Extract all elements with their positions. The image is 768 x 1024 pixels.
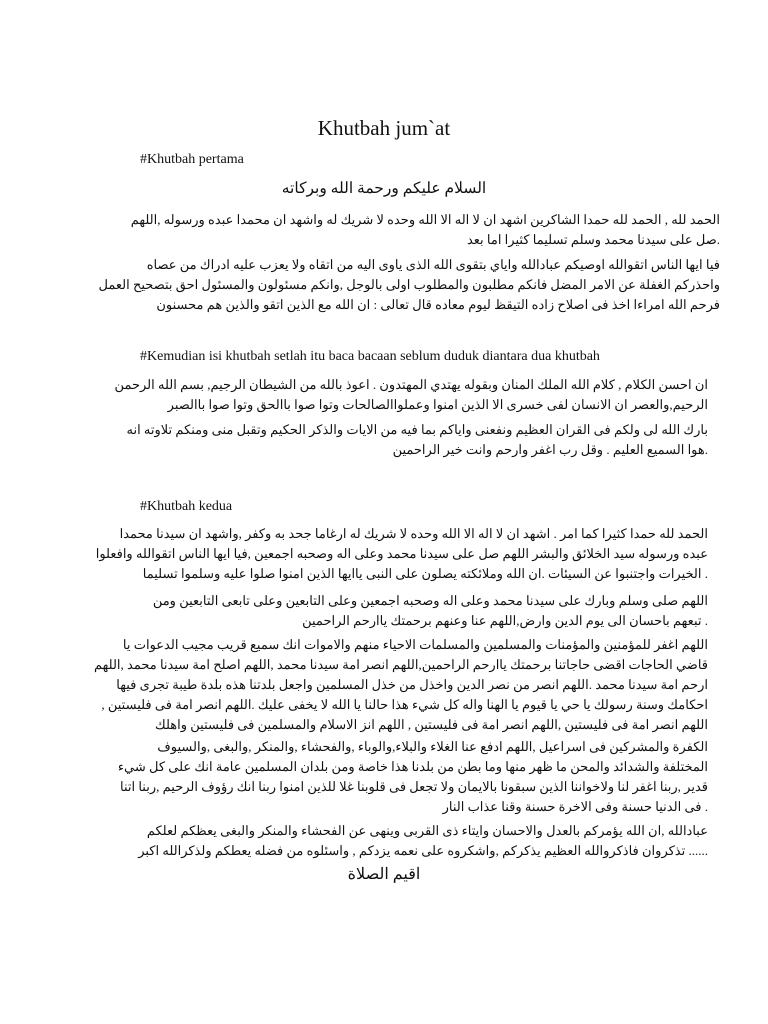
paragraph-line: واحذركم الغفلة عن الامر المضل فانكم مطلبون والمطلوب اولى بالوجل ,وانكم مسئولون والمسئول احق بتصحيح العمل — [98, 277, 720, 292]
paragraph-line: ان احسن الكلام , كلام الله الملك المنان وبقوله يهتدي المهتدون . اعوذ بالله من الشيطان الرجيم, بسم الله الرحمن — [114, 377, 708, 392]
paragraph-shalawat — [153, 591, 708, 631]
paragraph-line: المختلفة والشدائد والمحن ما ظهر منها وما بطن من بلدنا هذا خاصة ومن بلدان المسلمين عامة انك على كل شيء — [117, 759, 708, 774]
paragraph-barakallah — [126, 420, 708, 460]
paragraph-line: عبده ورسوله سيد الخلائق والبشر اللهم صل على سيدنا محمد وعلى اله وصحبه اجمعين ,فيا ايها الناس اتقوالله وافعلوا — [95, 546, 708, 561]
paragraph-line: . فى الدنيا حسنة وفى الاخرة حسنة وقنا عذاب النار — [442, 799, 708, 814]
paragraph-line: . الخيرات واجتنبوا عن السيئات .ان الله وملائكته يصلون على النبى ياايها الذين امنوا صلوا عليه وسلموا تسليما — [142, 566, 708, 581]
paragraph-line: اللهم اغفر للمؤمنين والمؤمنات والمسلمين والمسلمات الاحياء منهم والاموات انك سميع قريب مجيب الدعوات يا — [122, 637, 708, 652]
paragraph-line: اللهم صلى وسلم وبارك على سيدنا محمد وعلى اله وصحبه اجمعين وعلى التابعين وعلى تابعى التابعين ومن — [152, 593, 708, 608]
paragraph-line: اللهم انصر امة فى فليستين ,اللهم انصر امة فى فليستين , اللهم انز الاسلام والمسلمين فى فليستين واهلك — [155, 717, 708, 732]
paragraph-doa-tolak-bala — [118, 737, 708, 817]
paragraph-khutbah-kedua-hamdalah — [96, 524, 708, 584]
paragraph-line: ارحم امة سيدنا محمد .اللهم انصر من نصر الدين واخذل من خذل المسلمين واجعل بلدتنا هذه بلدة طيبة تجرى فيها — [116, 677, 708, 692]
heading-khutbah-kedua: #Khutbah kedua — [140, 499, 233, 514]
paragraph-line: قدير ,ربنا اغفر لنا ولاخواننا الذين سبقونا بالايمان ولا تجعل فى قلوبنا غلا للذين امنوا ربنا انك رؤوف الرحيم ,ربنا اتنا — [119, 779, 708, 794]
paragraph-penutup — [138, 821, 708, 861]
paragraph-line: قاضي الحاجات اقضى حاجاتنا برحمتك ياارحم الراحمين,اللهم انصر امة سيدنا محمد ,اللهم اصلح امة سيدنا محمد ,اللهم — [94, 657, 708, 672]
paragraph-wasiat — [99, 255, 720, 315]
paragraph-line: الحمد لله حمدا كثيرا كما امر . اشهد ان لا اله الا الله وحده لا شريك له ارغاما جحد به وكفر ,واشهد ان سيدنا محمدا — [119, 526, 708, 541]
paragraph-hamdalah — [131, 210, 720, 250]
document-title: Khutbah jum`at — [317, 116, 451, 140]
paragraph-line: الرحيم,والعصر ان الانسان لفى خسرى الا الذين امنوا وعملواالصالحات وتوا صوا باالحق وتوا صوا باالصبر — [167, 397, 708, 412]
paragraph-ahsanal-kalam — [115, 375, 708, 415]
paragraph-line: الحمد لله , الحمد لله حمدا الشاكرين اشهد ان لا اله الا الله وحده لا شريك له واشهد ان محمدا عبده ورسوله ,اللهم — [130, 212, 720, 227]
paragraph-line: فيا ايها الناس اتقوالله اوصيكم عبادالله واياي بتقوى الله الذى ياوى اليه من اتقاه ولا يعزب عليه ادراك من عصاه — [146, 257, 720, 272]
paragraph-line: .صل على سيدنا محمد وسلم تسليما كثيرا اما بعد — [466, 232, 720, 247]
closing-iqamah: اقيم الصلاة — [347, 866, 421, 883]
paragraph-line: فرحم الله امراءا اخذ فى اصلاح زاده التيقظ ليوم معاده قال تعالى : ان الله مع الذين اتقو والذين هم محسنون — [156, 297, 720, 312]
paragraph-line: ...... تذكروان فاذكروالله العظيم يذكركم ,واشكروه على نعمه يزدكم , واسئلوه من فضله يعطكم ولذكرالله اكبر — [138, 843, 708, 858]
salam-greeting: السلام عليكم ورحمة الله وبركاته — [281, 180, 487, 197]
paragraph-line: .هوا السميع العليم . وقل رب اغفر وارحم وانت خير الراحمين — [392, 442, 708, 457]
paragraph-doa-ampunan — [94, 635, 708, 735]
heading-isi-khutbah: #Kemudian isi khutbah setlah itu baca bacaan seblum duduk diantara dua khutbah — [140, 349, 600, 364]
heading-khutbah-pertama: #Khutbah pertama — [140, 152, 244, 167]
paragraph-line: احكامك وسنة رسولك يا حي يا قيوم يا الهنا واله كل شيء هذا حالنا يا الله لا يخفى عليك .اللهم انصر امة فى فليستين , — [101, 697, 708, 712]
paragraph-line: بارك الله لى ولكم فى القران العظيم ونفعنى واياكم بما فيه من الايات والذكر الحكيم وتقبل منى ومنكم تلاوته انه — [126, 422, 708, 437]
paragraph-line: . تبعهم باحسان الى يوم الدين وارض,اللهم عنا وعنهم برحمتك ياارحم الراحمين — [302, 613, 708, 628]
paragraph-line: عبادالله ,ان الله يؤمركم بالعدل والاحسان وايتاء ذى القربى وينهى عن الفحشاء والمنكر والبغى يعظكم لعلكم — [146, 823, 708, 838]
paragraph-line: الكفرة والمشركين فى اسراعيل ,اللهم ادفع عنا الغلاء والبلاء,والوباء ,والفحشاء ,والمنكر ,والبغى ,والسيوف — [157, 739, 708, 754]
